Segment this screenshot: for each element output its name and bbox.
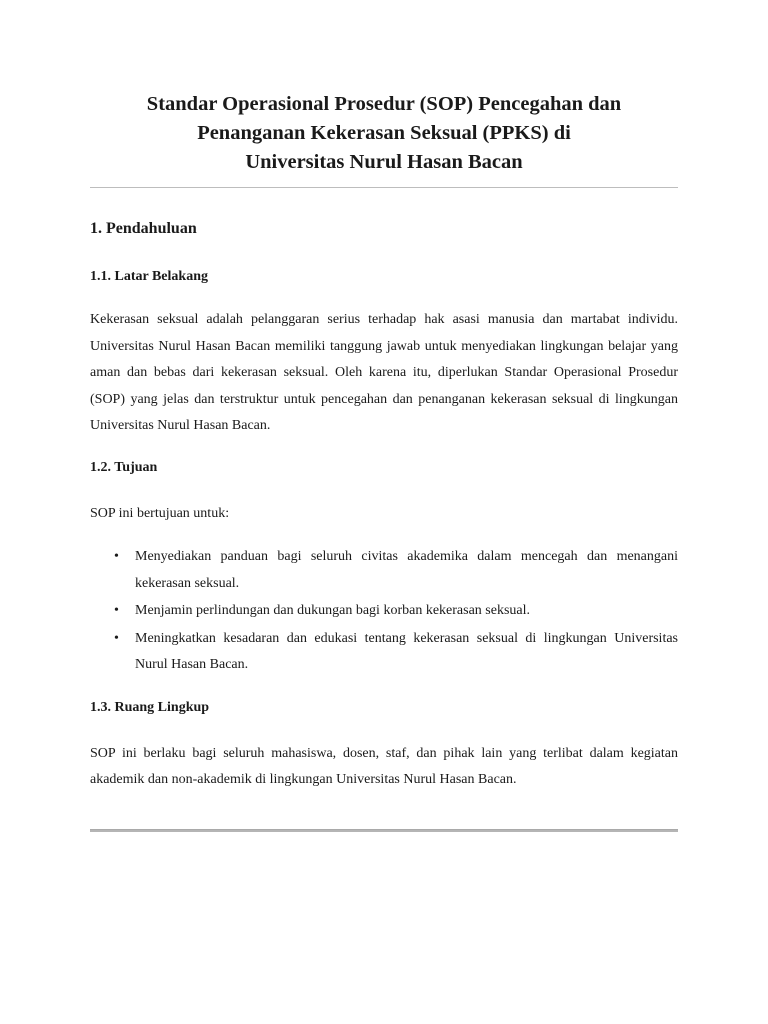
list-item-text: Menyediakan panduan bagi seluruh civitas akademika dalam mencegah dan menangani kekerasan seksual.: [135, 549, 678, 591]
title-line-2: Penanganan Kekerasan Seksual (PPKS) di: [197, 122, 571, 144]
title-line-3: Universitas Nurul Hasan Bacan: [245, 151, 523, 173]
subsection-heading-latar-belakang: 1.1. Latar Belakang: [90, 269, 208, 284]
list-item: [114, 626, 678, 679]
bullet-icon: •: [114, 603, 119, 618]
bullet-icon: •: [114, 549, 119, 564]
subsection-heading-ruang-lingkup: 1.3. Ruang Lingkup: [90, 699, 210, 715]
list-item: [114, 544, 678, 597]
bullet-icon: •: [114, 630, 119, 646]
subsection-heading-tujuan: 1.2. Tujuan: [90, 459, 158, 475]
document-page: [90, 90, 678, 832]
document-title: [90, 90, 678, 177]
list-item-text: Meningkatkan kesadaran dan edukasi tentang kekerasan seksual di lingkungan Universitas Nurul Hasan Bacan.: [135, 630, 678, 672]
list-item: [114, 598, 678, 625]
tujuan-bullet-list: [90, 544, 678, 679]
section-heading-pendahuluan: 1. Pendahuluan: [90, 220, 197, 237]
list-item-text: Menjamin perlindungan dan dukungan bagi korban kekerasan seksual.: [135, 603, 531, 618]
paragraph-latar-belakang: Kekerasan seksual adalah pelanggaran serius terhadap hak asasi manusia dan martabat individu. Universitas Nurul Hasan Bacan memiliki tanggung jawab untuk menyediakan lingkungan belajar yang aman dan bebas dari kekerasan seksual. Oleh karena itu, diperlukan Standar Operasional Prosedur (SOP) yang jelas dan terstruktur untuk pencegahan dan penanganan kekerasan seksual di lingkungan Universitas Nurul Hasan Bacan.: [90, 312, 678, 433]
title-line-1: Standar Operasional Prosedur (SOP) Pencegahan dan: [146, 93, 622, 115]
paragraph-tujuan-intro: SOP ini bertujuan untuk:: [90, 505, 230, 521]
end-divider: [90, 829, 678, 832]
title-divider: [90, 187, 678, 188]
paragraph-ruang-lingkup: SOP ini berlaku bagi seluruh mahasiswa, dosen, staf, dan pihak lain yang terlibat dalam kegiatan akademik dan non-akademik di lingkungan Universitas Nurul Hasan Bacan.: [90, 745, 678, 787]
